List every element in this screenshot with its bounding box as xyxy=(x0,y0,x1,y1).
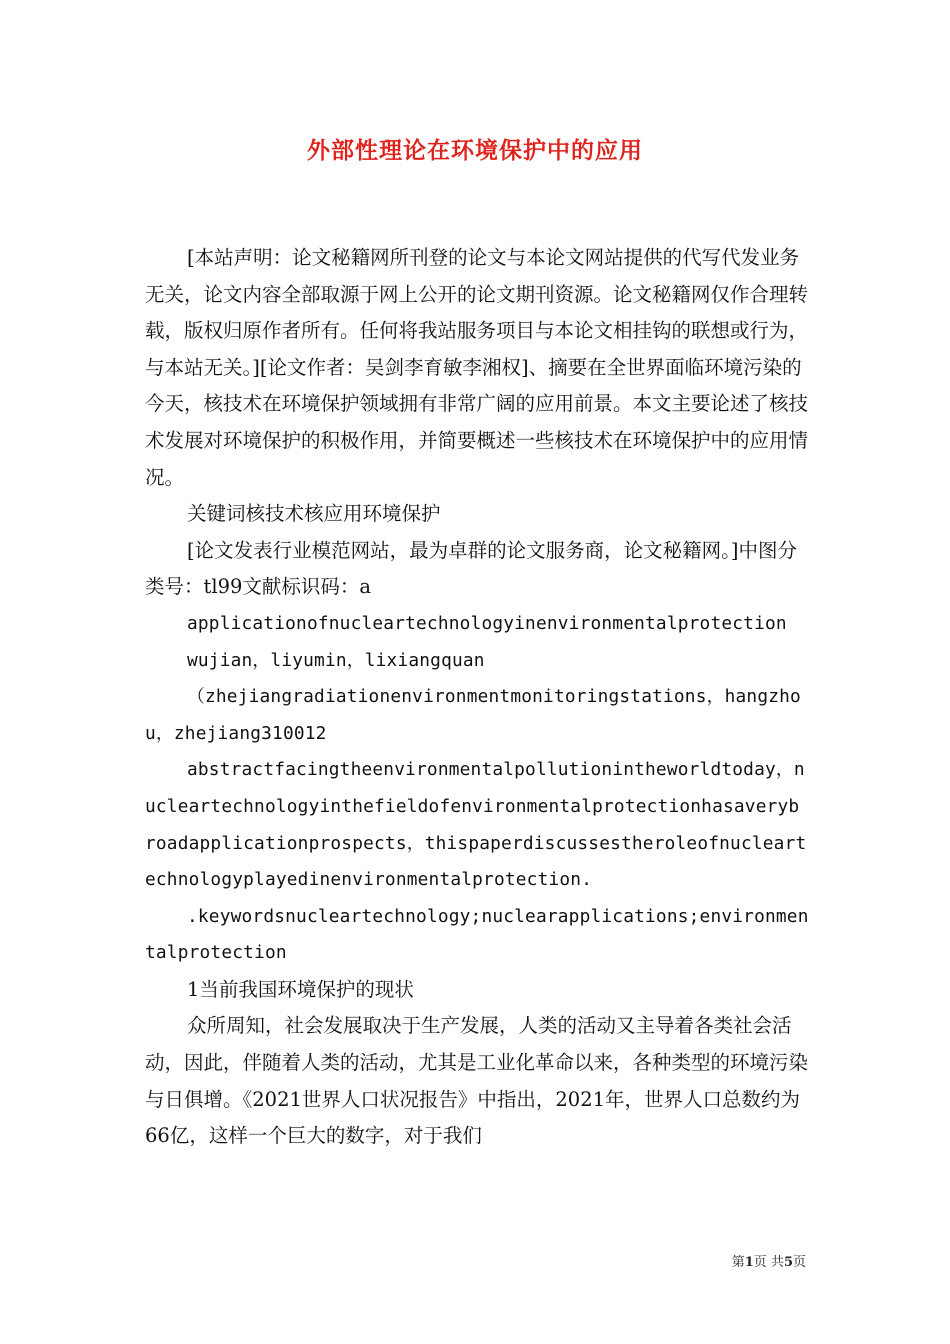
classification-paragraph: [论文发表行业模范网站，最为卓群的论文服务商，论文秘籍网。]中图分类号：tl99文献标识码：a xyxy=(145,538,797,599)
section-body-paragraph: 众所周知，社会发展取决于生产发展，人类的活动又主导着各类社会活动，因此，伴随着人类的活动，尤其是工业化革命以来，各种类型的环境污染与日俱增。《2021世界人口状况报告》中指出，2021年，世界人口总数约为66亿，这样一个巨大的数字，对于我们 xyxy=(145,1014,809,1148)
english-title-paragraph: applicationofnucleartechnologyinenvironmentalprotection xyxy=(187,612,787,634)
english-abstract-paragraph: abstractfacingtheenvironmentalpollutionintheworldtoday，nucleartechnologyinthefieldofenvironmentalprotectionhasaverybroadapplicationprospects，thispaperdiscussestheroleofnucleartechnologyplayedinenvironmentalprotection. xyxy=(145,759,807,891)
document-body xyxy=(145,240,810,1155)
page-footer xyxy=(732,1251,806,1270)
english-affiliation-paragraph: （zhejiangradiationenvironmentmonitoringstations，hangzhou，zhejiang310012 xyxy=(145,686,801,744)
keywords-paragraph: 关键词核技术核应用环境保护 xyxy=(187,502,441,526)
footer-suffix: 页 xyxy=(792,1255,806,1270)
footer-total-pages: 5 xyxy=(783,1255,793,1270)
english-keywords-paragraph: .keywordsnucleartechnology;nuclearapplications;environmentalprotection xyxy=(145,905,809,964)
footer-page-number: 1 xyxy=(744,1255,754,1270)
footer-middle: 页 共 xyxy=(753,1255,784,1270)
section-heading: 1当前我国环境保护的现状 xyxy=(187,977,414,1001)
footer-prefix: 第 xyxy=(731,1255,745,1270)
disclaimer-abstract-paragraph: [本站声明：论文秘籍网所刊登的论文与本论文网站提供的代写代发业务无关，论文内容全部取源于网上公开的论文期刊资源。论文秘籍网仅作合理转载，版权归原作者所有。任何将我站服务项目与本论文相挂钩的联想或行为，与本站无关。][论文作者：吴剑李育敏李湘权]、摘要在全世界面临环境污染的今天，核技术在环境保护领域拥有非常广阔的应用前景。本文主要论述了核技术发展对环境保护的积极作用，并简要概述一些核技术在环境保护中的应用情况。 xyxy=(145,246,809,489)
english-authors-paragraph: wujian，liyumin，lixiangquan xyxy=(187,649,485,671)
page-title: 外部性理论在环境保护中的应用 xyxy=(307,137,643,164)
